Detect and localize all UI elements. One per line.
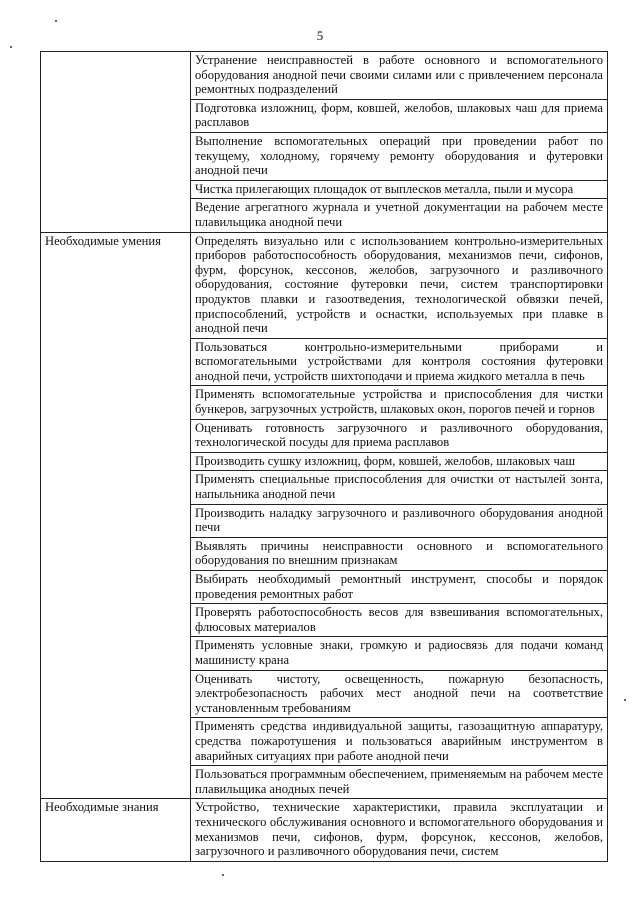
table-cell-item: Применять условные знаки, громкую и радиосвязь для подачи команд машинисту крана <box>191 637 608 670</box>
table-cell-item: Подготовка изложниц, форм, ковшей, желобов, шлаковых чаш для приема расплавов <box>191 99 608 132</box>
scan-speck <box>55 20 57 22</box>
table-cell-item: Выполнение вспомогательных операций при проведении работ по текущему, холодному, горячему ремонту оборудования и футеровки анодной печи <box>191 132 608 180</box>
table-row <box>41 232 608 338</box>
scan-speck <box>624 699 626 701</box>
table-cell-item: Пользоваться контрольно-измерительными приборами и вспомогательными устройствами для контроля состояния футеровки анодной печи, устройств шихтоподачи и приема жидкого металла в печь <box>191 338 608 386</box>
table-cell-item: Ведение агрегатного журнала и учетной документации на рабочем месте плавильщика анодной печи <box>191 199 608 232</box>
table-row <box>41 799 608 861</box>
table-cell-item: Выявлять причины неисправности основного и вспомогательного оборудования по внешним признакам <box>191 537 608 570</box>
page-number: 5 <box>316 28 324 43</box>
scan-speck <box>10 46 12 48</box>
table-body <box>41 52 608 862</box>
table-cell-item: Применять средства индивидуальной защиты, газозащитную аппаратуру, средства пожаротушения и пользоваться аварийным инструментом в аварийных ситуациях при работе анодной печи <box>191 718 608 766</box>
table-cell-item: Производить наладку загрузочного и разливочного оборудования анодной печи <box>191 504 608 537</box>
table-cell-item: Применять вспомогательные устройства и приспособления для чистки бункеров, загрузочных устройств, шлаковых окон, порогов печей и горнов <box>191 386 608 419</box>
table-cell-item: Определять визуально или с использованием контрольно-измерительных приборов работоспособность оборудования, механизмов печи, сифонов, фурм, форсунок, кессонов, желобов, загрузочного и разливочного оборудования, состояние футеровки печи, систем транспортировки продуктов плавки и газоотведения, технологической обвязки печей, приспособлений, устройств и оснастки, используемых при плавке в анодной печи <box>191 232 608 338</box>
table-row <box>41 52 608 100</box>
table-cell-item: Проверять работоспособность весов для взвешивания вспомогательных, флюсовых материалов <box>191 604 608 637</box>
qualification-table <box>40 51 608 862</box>
scan-speck <box>222 874 224 876</box>
table-cell-item: Чистка прилегающих площадок от выплесков металла, пыли и мусора <box>191 180 608 199</box>
table-cell-item: Оценивать готовность загрузочного и разливочного оборудования, технологической посуды для приема расплавов <box>191 419 608 452</box>
table-cell-item: Устройство, технические характеристики, правила эксплуатации и технического обслуживания основного и вспомогательного оборудования и механизмов печи, сифонов, фурм, форсунок, кессонов, желобов, загрузочного и разливочного оборудования печи, систем <box>191 799 608 861</box>
section-label: Необходимые умения <box>41 232 191 799</box>
table-cell-item: Пользоваться программным обеспечением, применяемым на рабочем месте плавильщика анодных печей <box>191 766 608 799</box>
table-cell-item: Оценивать чистоту, освещенность, пожарную безопасность, электробезопасность рабочих мест анодной печи на соответствие установленным требованиям <box>191 670 608 718</box>
table-cell-item: Выбирать необходимый ремонтный инструмент, способы и порядок проведения ремонтных работ <box>191 571 608 604</box>
table-cell-item: Производить сушку изложниц, форм, ковшей, желобов, шлаковых чаш <box>191 452 608 471</box>
table-cell-item: Устранение неисправностей в работе основного и вспомогательного оборудования анодной печи своими силами или с привлечением персонала ремонтных подразделений <box>191 52 608 100</box>
table-cell-item: Применять специальные приспособления для очистки от настылей зонта, напыльника анодной печи <box>191 471 608 504</box>
section-label <box>41 52 191 233</box>
section-label: Необходимые знания <box>41 799 191 861</box>
